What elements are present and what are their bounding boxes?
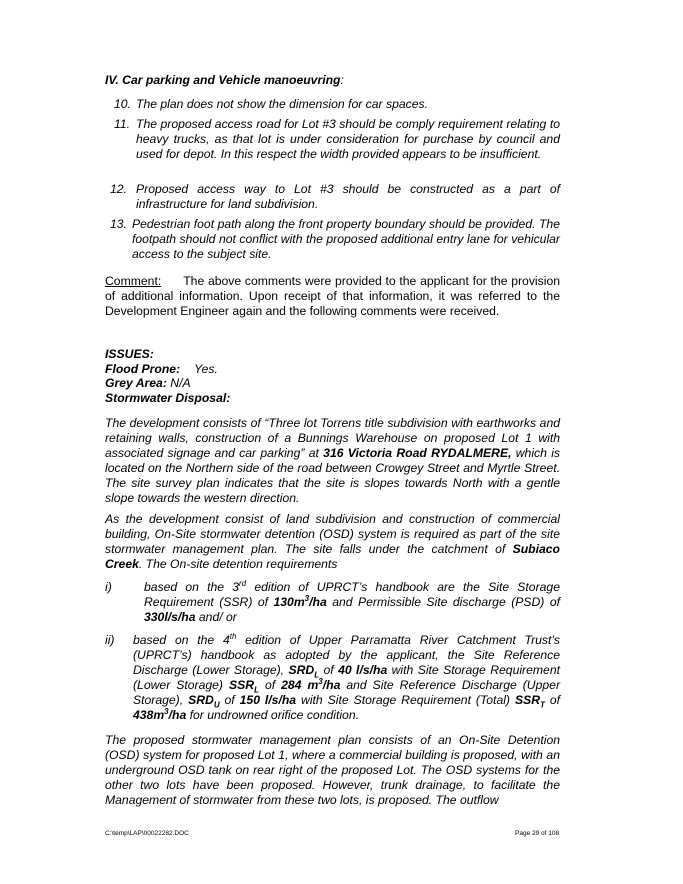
flood-prone-line: Flood Prone: Yes. xyxy=(105,361,218,376)
footer-page-number: Page 29 of 108 xyxy=(515,830,560,837)
list-item: The proposed access road for Lot #3 should be comply requirement relating to heavy trucks, as that lot is under consideration for purchase by council and used for depot. In this respect the width provided appears to be insufficient. xyxy=(136,117,560,161)
grey-area-line: Grey Area: N/A xyxy=(105,376,191,390)
req-number: i) xyxy=(105,580,112,594)
comment-paragraph: Comment: The above comments were provided to the applicant for the provision of additional information. Upon receipt of that information, it was referred to the Development Engineer again and the following comments were received. xyxy=(105,274,560,318)
development-paragraph: The development consists of “Three lot Torrens title subdivision with earthworks and retaining walls, construction of a Bunnings Warehouse on proposed Lot 1 with associated signage and car parking” at 316 Victoria Road RYDALMERE, which is located on the Northern side of the road between Crowgey Street and Myrtle Street. The site survey plan indicates that the site is slopes towards North with a gentle slope towards the western direction. xyxy=(105,416,561,505)
section-heading: IV. Car parking and Vehicle manoeuvring: xyxy=(105,73,344,87)
req-number: ii) xyxy=(105,633,115,647)
issues-block xyxy=(105,347,560,405)
requirement-i: based on the 3rd edition of UPRCT’s handbook are the Site Storage Requirement (SSR) of $130m^3/ha$ and Permissible Site discharge (PSD) of 330l/s/ha and/ or xyxy=(144,578,560,624)
list-item: The plan does not show the dimension for car spaces. xyxy=(136,97,428,111)
issues-title: ISSUES: xyxy=(105,347,154,361)
item-number: 13. xyxy=(110,217,127,231)
item-number: 11. xyxy=(114,117,131,131)
stormwater-plan-paragraph: The proposed stormwater management plan consists of an On-Site Detention (OSD) system for proposed Lot 1, where a commercial building is proposed, with an underground OSD tank on rear right of the proposed Lot. The OSD systems for the other two lots have been proposed. However, trunk drainage, to facilitate the Management of stormwater from these two lots, is proposed. The outflow xyxy=(105,733,560,807)
list-item: Proposed access way to Lot #3 should be constructed as a part of infrastructure for land subdivision. xyxy=(136,182,560,211)
stormwater-disposal-label: Stormwater Disposal: xyxy=(105,390,231,405)
footer-file-path: C:\temp\LAP\00022282.DOC xyxy=(105,830,189,837)
item-number: 10. xyxy=(114,97,131,111)
item-number: 12. xyxy=(110,182,127,196)
requirement-ii: based on the 4th edition of Upper Parramatta River Catchment Trust’s (UPRCT’s) handbook as adopted by the applicant, the Site Reference Discharge (Lower Storage), $SRD_L$ of 40 l/s/ha with Site Storage Requirement (Lower Storage) $SSR_L$ of 284 $m^3/ha$ and Site Reference Discharge (Upper Storage), $SRD_U$ of 150 l/s/ha with Site Storage Requirement (Total) $SSR_T$ of $438m^3/ha$ for undrowned orifice condition. xyxy=(133,631,560,722)
osd-paragraph: As the development consist of land subdivision and construction of commercial building, On-Site stormwater detention (OSD) system is required as part of the site stormwater management plan. The site falls under the catchment of Subiaco Creek. The On-site detention requirements xyxy=(105,512,560,571)
list-item: Pedestrian foot path along the front property boundary should be provided. The footpath should not conflict with the proposed additional entry lane for vehicular access to the subject site. xyxy=(132,217,560,261)
